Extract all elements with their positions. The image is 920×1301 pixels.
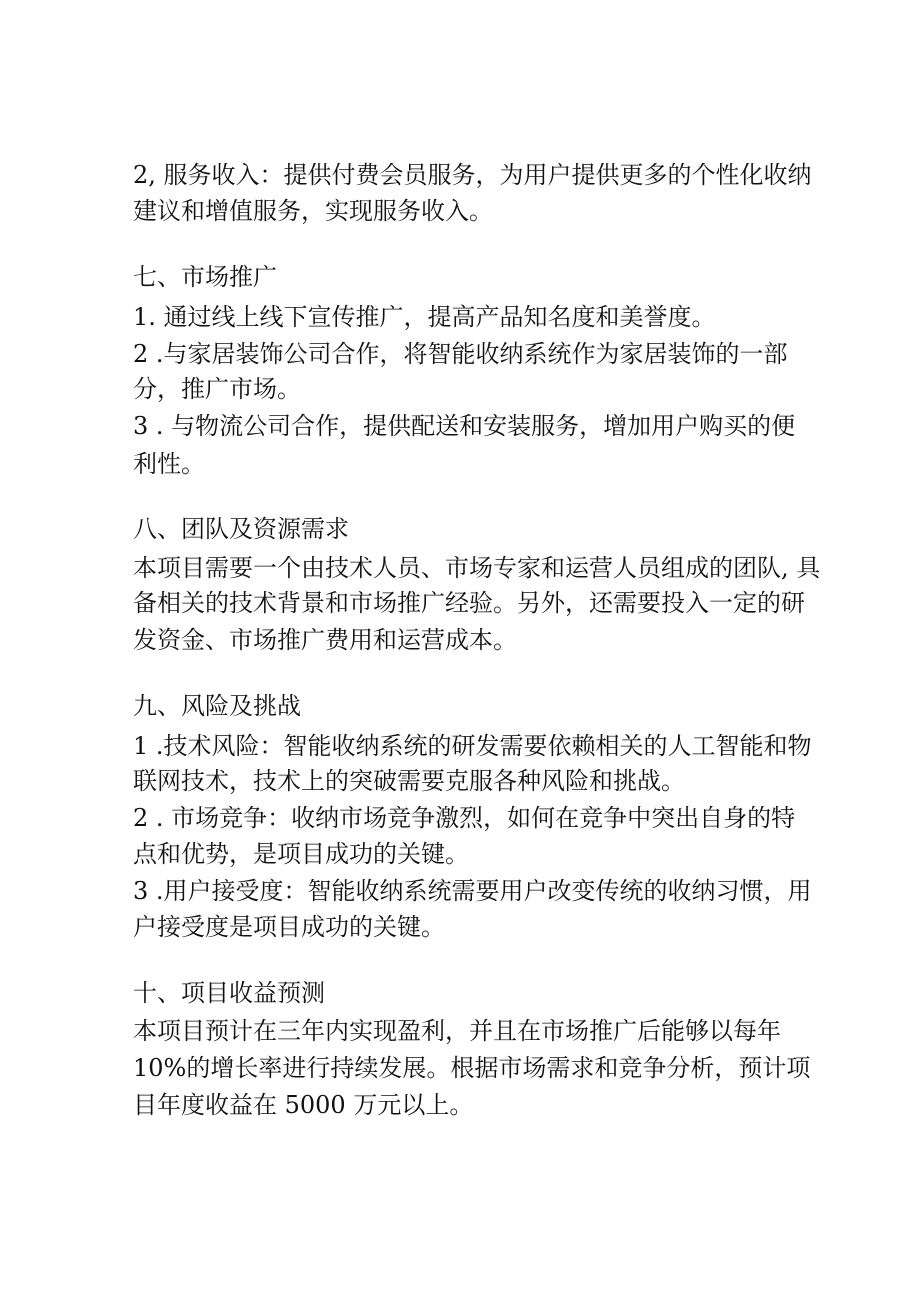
- section-heading: 八、团队及资源需求: [133, 515, 349, 543]
- list-item-line: 3 .用户接受度：智能收纳系统需要用户改变传统的收纳习惯，用: [133, 877, 812, 905]
- list-item-line: 分，推广市场。: [133, 375, 301, 403]
- section-heading: 十、项目收益预测: [133, 979, 325, 1007]
- section-heading: 九、风险及挑战: [133, 692, 301, 720]
- section-heading: 七、市场推广: [133, 263, 277, 291]
- body-text-line: 备相关的技术背景和市场推广经验。另外，还需要投入一定的研: [133, 589, 805, 617]
- list-item-line: 联网技术，技术上的突破需要克服各种风险和挑战。: [133, 767, 685, 795]
- list-item-line: 2 . 市场竞争：收纳市场竞争激烈，如何在竞争中突出自身的特: [133, 804, 796, 832]
- body-text-line: 建议和增值服务，实现服务收入。: [133, 197, 493, 225]
- list-item-line: 点和优势，是项目成功的关键。: [133, 840, 469, 868]
- list-item-line: 3 . 与物流公司合作，提供配送和安装服务，增加用户购买的便: [133, 412, 796, 440]
- list-item-line: 户接受度是项目成功的关键。: [133, 913, 445, 941]
- list-item-line: 利性。: [133, 450, 205, 478]
- body-text-line: 本项目需要一个由技术人员、市场专家和运营人员组成的团队, 具: [133, 554, 821, 582]
- list-item-line: 1. 通过线上线下宣传推广，提高产品知名度和美誉度。: [133, 303, 716, 331]
- body-text-line: 2, 服务收入：提供付费会员服务，为用户提供更多的个性化收纳: [133, 161, 812, 189]
- body-text-line: 10%的增长率进行持续发展。根据市场需求和竞争分析，预计项: [133, 1054, 811, 1082]
- body-text-line: 发资金、市场推广费用和运营成本。: [133, 626, 517, 654]
- body-text-line: 目年度收益在 5000 万元以上。: [133, 1091, 474, 1119]
- body-text-line: 本项目预计在三年内实现盈利，并且在市场推广后能够以每年: [133, 1017, 781, 1045]
- list-item-line: 1 .技术风险：智能收纳系统的研发需要依赖相关的人工智能和物: [133, 732, 812, 760]
- list-item-line: 2 .与家居装饰公司合作，将智能收纳系统作为家居装饰的一部: [133, 340, 788, 368]
